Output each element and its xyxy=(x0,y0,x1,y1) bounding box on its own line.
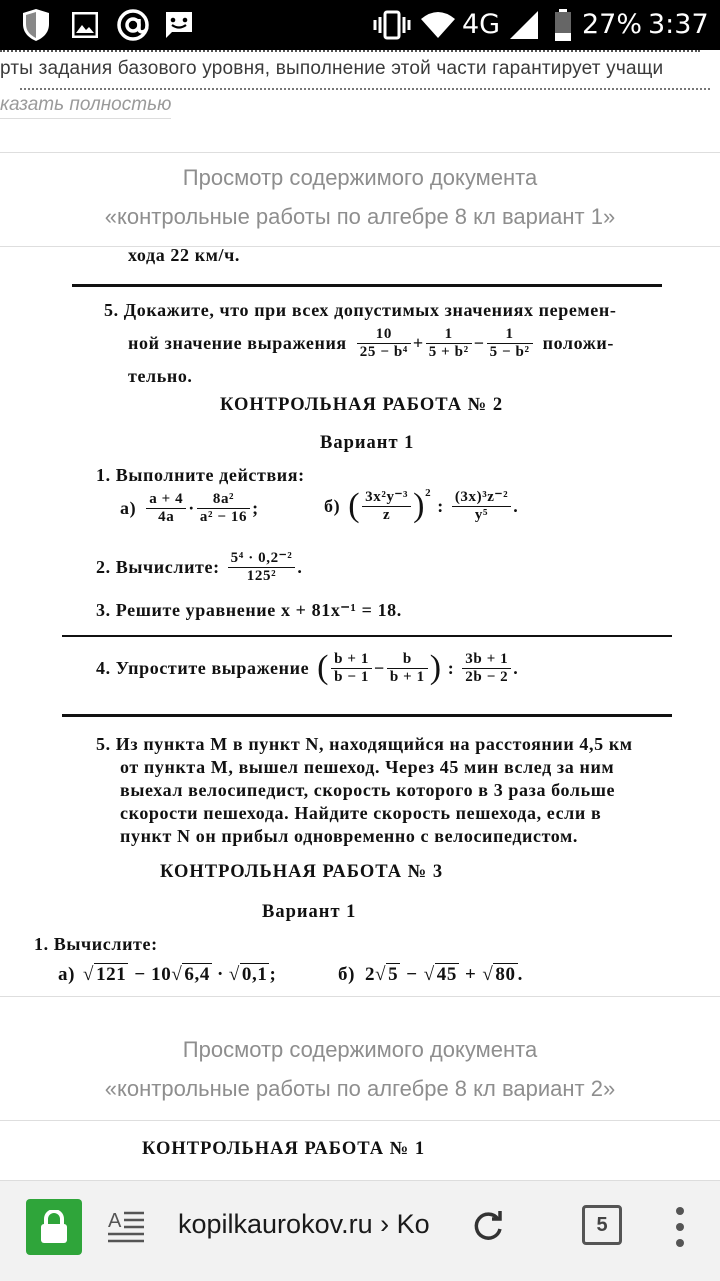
sqrt-sign: √ xyxy=(375,963,387,985)
task-expression xyxy=(96,550,302,585)
task-text: тельно. xyxy=(128,366,193,386)
work-title: КОНТРОЛЬНАЯ РАБОТА № 1 xyxy=(142,1139,426,1159)
radicand: 45 xyxy=(436,964,457,985)
doc1-scan xyxy=(0,247,720,997)
chat-icon xyxy=(163,8,195,42)
rule-line xyxy=(62,635,672,637)
punctuation: . xyxy=(297,557,303,577)
rule-line xyxy=(62,714,672,717)
operator: · xyxy=(216,963,224,985)
item-label: а) xyxy=(120,498,137,518)
web-page[interactable] xyxy=(0,50,720,1180)
show-more-link[interactable]: казать полностью xyxy=(0,94,171,119)
battery-icon xyxy=(552,8,574,42)
operator: − 10 xyxy=(134,963,172,985)
variant-label: Вариант 1 xyxy=(262,902,357,922)
fraction xyxy=(426,326,472,361)
task-text: 2. Вычислите: xyxy=(96,557,220,577)
operator: : xyxy=(437,495,444,516)
fraction xyxy=(331,651,372,686)
sqrt-sign: √ xyxy=(171,963,183,985)
clock: 3:37 xyxy=(648,9,709,40)
punctuation: . xyxy=(513,495,519,516)
operator: + xyxy=(412,333,424,353)
task-text: положи- xyxy=(542,333,614,353)
sqrt-sign: √ xyxy=(228,963,240,985)
numerator: 8a² xyxy=(197,491,250,509)
task-text: 1. Выполните действия: xyxy=(96,465,305,485)
numerator: (3x)³z⁻² xyxy=(452,489,511,507)
operator: · xyxy=(188,498,195,518)
task-text: скорости пешехода. Найдите скорость пешехода, если в xyxy=(120,803,602,823)
numerator: b + 1 xyxy=(331,651,372,669)
task-text: 5. Докажите, что при всех допустимых значениях перемен- xyxy=(104,300,617,320)
task-text: ной значение выражения xyxy=(128,333,347,353)
operator: − xyxy=(374,657,385,678)
intro-cut-line xyxy=(0,50,720,54)
denominator: 5 + b² xyxy=(428,344,469,360)
paren-open: ( xyxy=(317,649,330,686)
denominator: 125² xyxy=(246,568,277,584)
doc2-title-line2: «контрольные работы по алгебре 8 кл вариант 2» xyxy=(104,1076,616,1101)
task-expression xyxy=(324,487,518,525)
signal-icon xyxy=(508,8,540,42)
task-text: 3. Решите уравнение x + 81x⁻¹ = 18. xyxy=(96,600,402,620)
task-text: от пункта M, вышел пешеход. Через 45 мин вслед за ним xyxy=(120,757,615,777)
doc2-header xyxy=(0,1030,720,1108)
numerator: b xyxy=(387,651,428,669)
doc1-title-line2: «контрольные работы по алгебре 8 кл вариант 1» xyxy=(104,204,616,229)
doc1-header xyxy=(0,158,720,236)
rule-line xyxy=(72,284,662,287)
numerator: 3b + 1 xyxy=(462,651,511,669)
numerator: 3x²y⁻³ xyxy=(362,489,411,507)
punctuation: ; xyxy=(252,498,259,518)
denominator: b − 1 xyxy=(334,668,369,685)
fraction xyxy=(452,489,511,524)
menu-icon[interactable] xyxy=(668,1205,692,1249)
numerator: 10 xyxy=(357,326,411,344)
status-bar xyxy=(0,0,720,50)
task-expression xyxy=(338,963,523,986)
browser-toolbar xyxy=(0,1180,720,1281)
task-text: пункт N он прибыл одновременно с велосипедистом. xyxy=(120,826,579,846)
radicand: 121 xyxy=(96,964,127,985)
operator: − xyxy=(473,333,485,353)
punctuation: ; xyxy=(269,963,277,985)
variant-label: Вариант 1 xyxy=(320,433,415,453)
item-label: б) xyxy=(338,963,356,985)
sqrt-sign: √ xyxy=(423,963,435,985)
text-fragment: хода 22 км/ч. xyxy=(128,247,240,265)
task-text: 4. Упростите выражение xyxy=(96,657,310,678)
task-text: выехал велосипедист, скорость которого в 3 раза больше xyxy=(120,780,616,800)
operator: : xyxy=(447,657,455,678)
item-label: а) xyxy=(58,963,76,985)
network-type: 4G xyxy=(462,9,501,40)
battery-percent: 27% xyxy=(582,9,643,40)
svg-text:A: A xyxy=(108,1210,122,1232)
radicand: 0,1 xyxy=(241,964,268,985)
task-expression xyxy=(58,963,276,986)
reader-mode-icon[interactable] xyxy=(106,1207,146,1247)
fraction xyxy=(462,651,511,686)
shield-icon xyxy=(20,8,52,42)
fraction xyxy=(362,489,411,524)
fraction xyxy=(487,326,533,361)
fraction xyxy=(197,491,250,526)
task-expression xyxy=(128,326,614,361)
operator: + xyxy=(464,963,477,985)
coefficient: 2 xyxy=(365,963,376,985)
numerator: 1 xyxy=(426,326,472,344)
intro-line: рты задания базового уровня, выполнение этой части гарантирует учащи xyxy=(0,58,664,79)
denominator: a² − 16 xyxy=(199,509,248,525)
doc1-title-line1: Просмотр содержимого документа xyxy=(182,165,538,190)
numerator: 1 xyxy=(487,326,533,344)
punctuation: . xyxy=(517,963,523,985)
radicand: 5 xyxy=(388,964,399,985)
item-label: б) xyxy=(324,495,341,516)
denominator: z xyxy=(383,506,391,523)
lock-icon[interactable] xyxy=(26,1199,82,1255)
radicand: 80 xyxy=(495,964,516,985)
task-expression xyxy=(120,491,259,526)
denominator: 25 − b⁴ xyxy=(359,344,408,360)
denominator: 5 − b² xyxy=(489,344,530,360)
denominator: y⁵ xyxy=(474,506,489,523)
radicand: 6,4 xyxy=(184,964,210,985)
image-icon xyxy=(70,8,100,42)
work-title: КОНТРОЛЬНАЯ РАБОТА № 3 xyxy=(160,862,444,882)
denominator: b + 1 xyxy=(389,668,425,685)
operator: − xyxy=(406,963,418,985)
tab-switcher-button[interactable]: 5 xyxy=(582,1205,622,1245)
task-text: 1. Вычислите: xyxy=(34,934,158,954)
divider xyxy=(0,996,720,997)
at-icon xyxy=(115,8,151,42)
numerator: 5⁴ · 0,2⁻² xyxy=(228,550,296,568)
denominator: 4a xyxy=(158,509,175,525)
work-title: КОНТРОЛЬНАЯ РАБОТА № 2 xyxy=(220,395,504,415)
fraction xyxy=(387,651,428,686)
exponent: 2 xyxy=(425,487,432,499)
paren-close: ) xyxy=(413,487,426,524)
paren-close: ) xyxy=(429,649,442,686)
sqrt-sign: √ xyxy=(83,963,95,985)
fraction xyxy=(228,550,296,585)
doc2-scan xyxy=(0,1121,720,1180)
sqrt-sign: √ xyxy=(482,963,494,985)
task-expression xyxy=(96,649,518,687)
paren-open: ( xyxy=(348,487,361,524)
fraction xyxy=(357,326,411,361)
doc2-title-line1: Просмотр содержимого документа xyxy=(182,1037,538,1062)
vibrate-icon xyxy=(372,8,412,42)
wifi-icon xyxy=(420,8,456,42)
refresh-icon[interactable] xyxy=(468,1207,508,1247)
punctuation: . xyxy=(513,657,519,678)
fraction xyxy=(146,491,186,526)
denominator: 2b − 2 xyxy=(465,668,509,685)
numerator: a + 4 xyxy=(146,491,186,509)
url-field[interactable]: kopilkaurokov.ru › Ko xyxy=(178,1209,430,1239)
divider xyxy=(0,152,720,153)
task-text: 5. Из пункта M в пункт N, находящийся на расстоянии 4,5 км xyxy=(96,734,633,754)
